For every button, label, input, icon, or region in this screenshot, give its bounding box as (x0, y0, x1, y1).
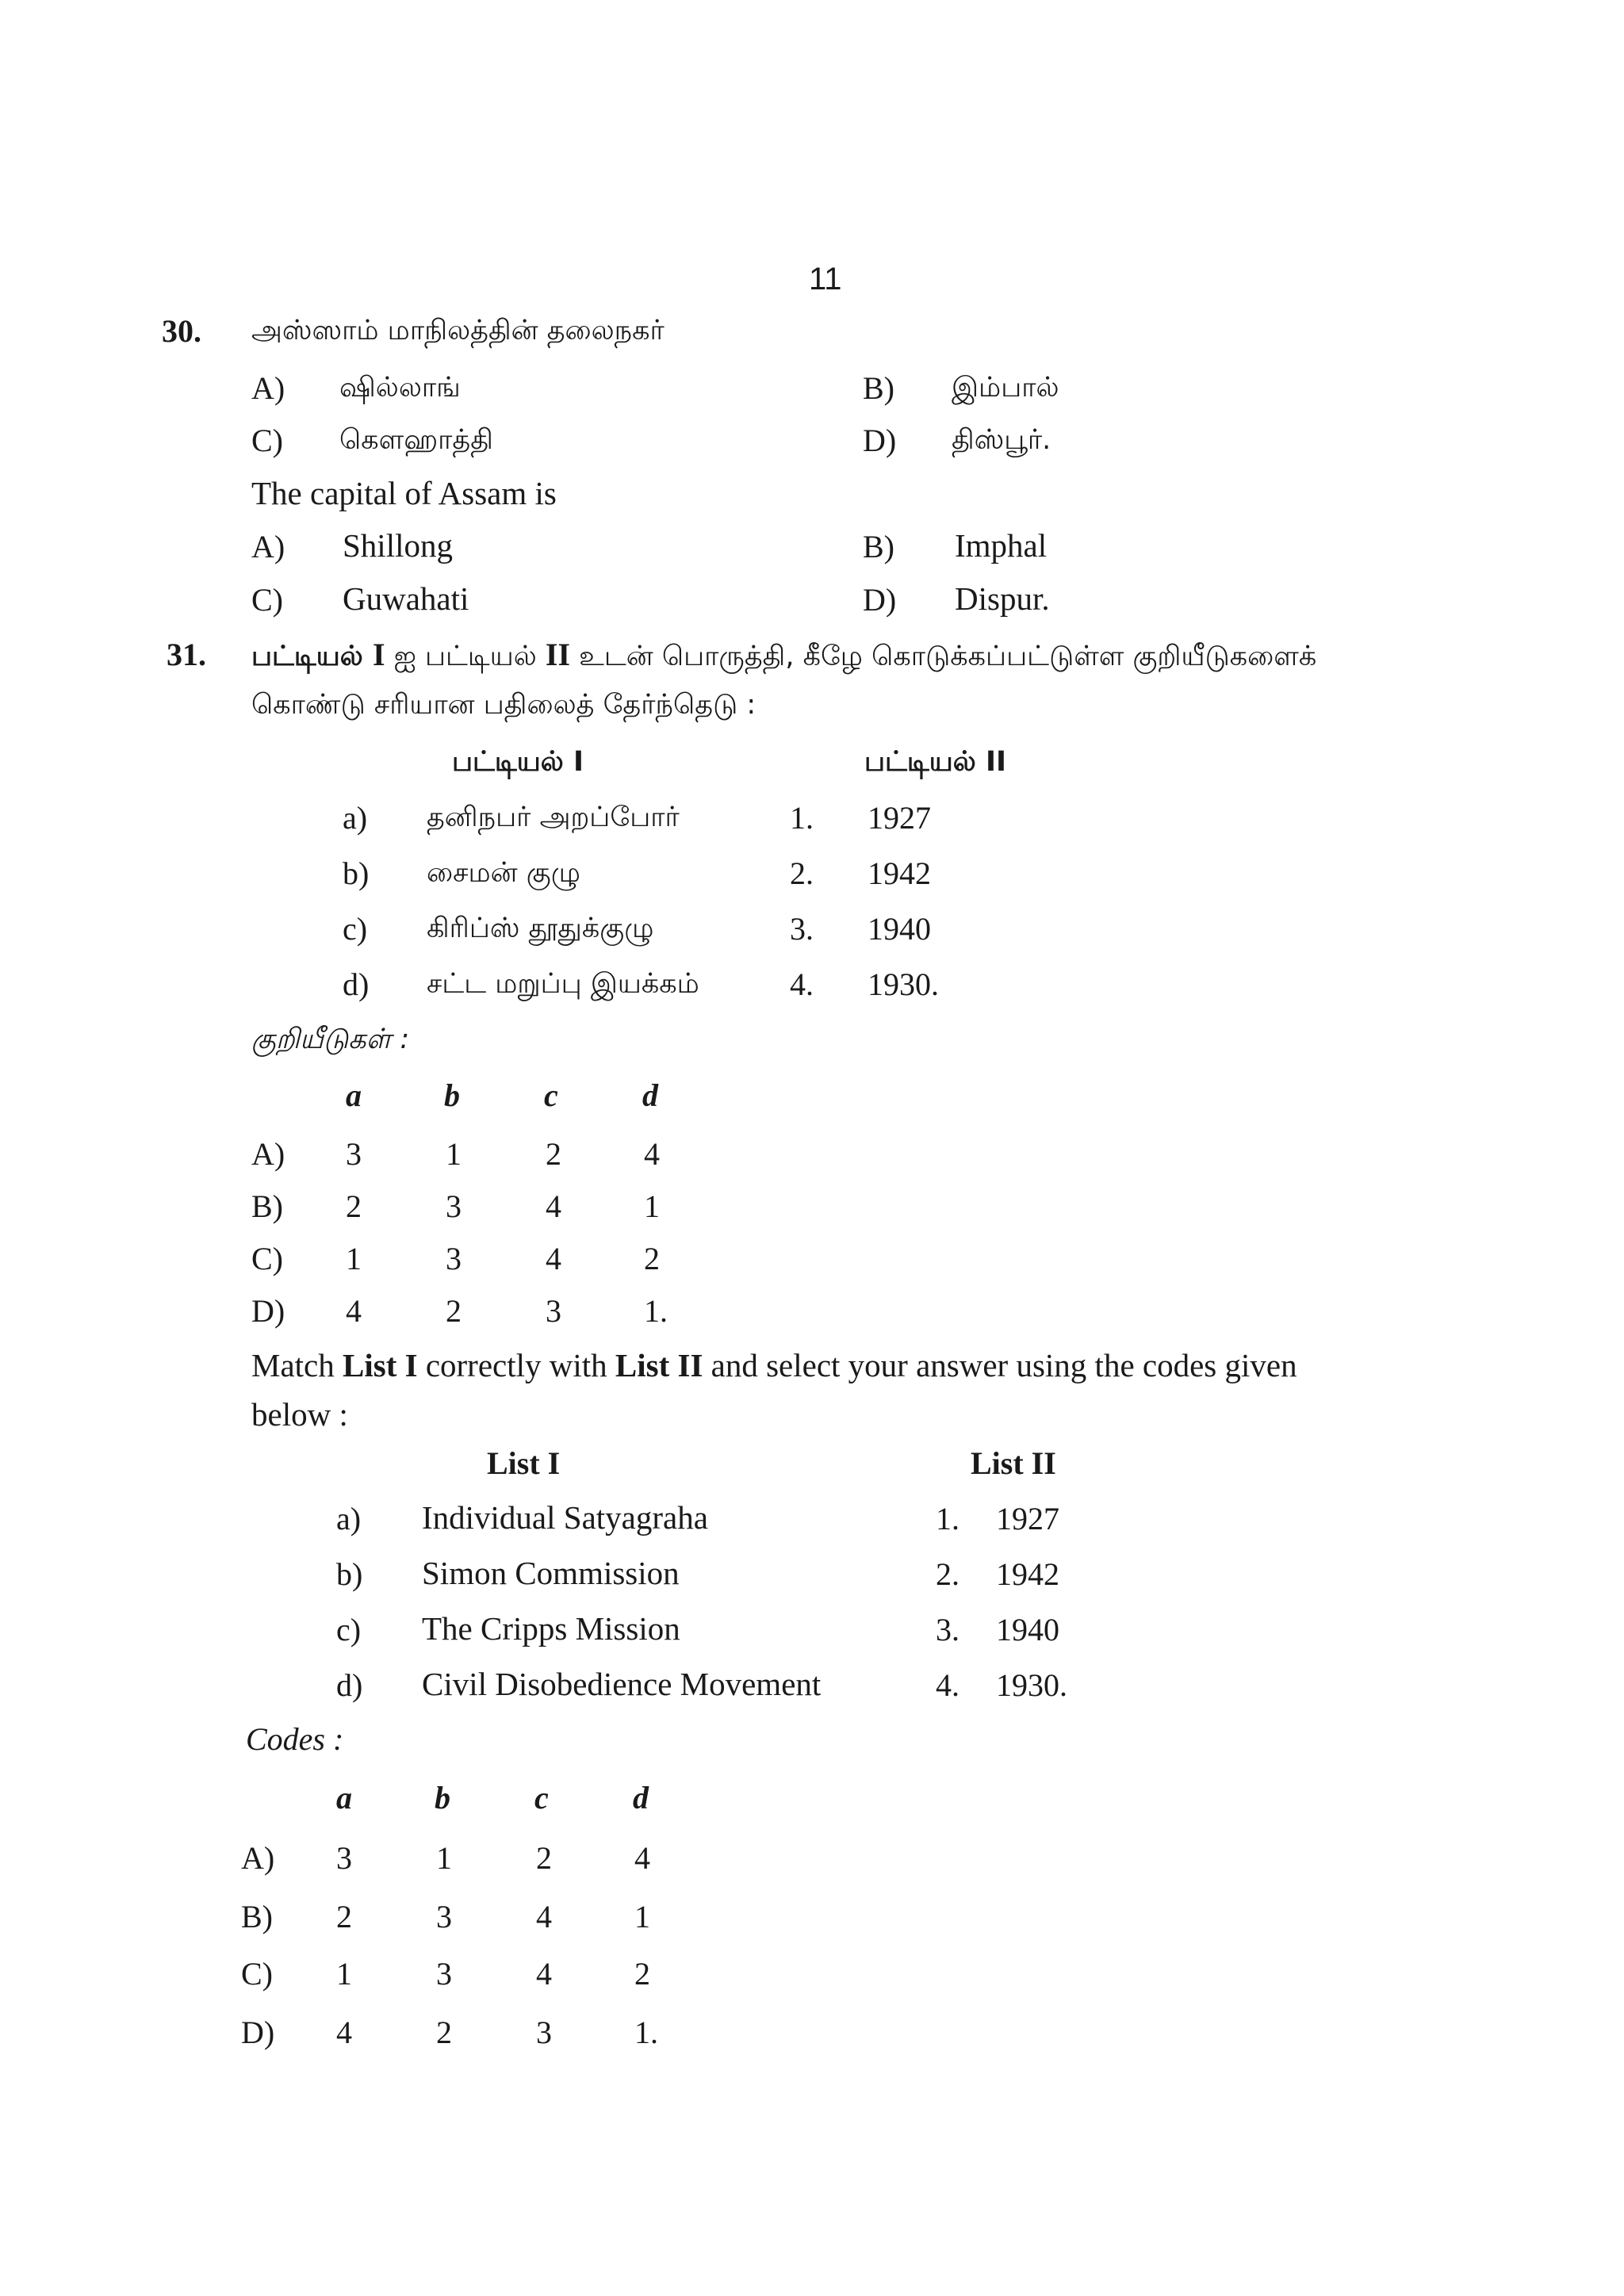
codes-ta-header-a: a (346, 1077, 362, 1113)
codes-en-row-a-label: A) (241, 1840, 275, 1876)
list-ta-item-c: கிரிப்ஸ் தூதுக்குழு (427, 913, 654, 944)
q30-option-b-text-ta: இம்பால் (952, 372, 1059, 404)
list-en-year-1: 1927 (996, 1501, 1059, 1536)
list-en-num-4: 4. (936, 1667, 959, 1703)
q30-option-c-text-ta: கௌஹாத்தி (339, 424, 493, 456)
codes-ta-row-b-d: 1 (644, 1188, 660, 1224)
list-en-num-2: 2. (936, 1556, 959, 1592)
list-ta-year-1: 1927 (868, 800, 931, 836)
page-number: 11 (809, 262, 842, 297)
list-ta-item-a: தனிநபர் அறப்போர் (427, 802, 680, 833)
codes-en-row-a-c: 2 (536, 1840, 552, 1876)
list-en-letter-c: c) (336, 1612, 362, 1647)
q31-ta-part3: உடன் பொருத்தி, கீழே கொடுக்கப்பட்டுள்ள குறியீடுகளைக் (570, 641, 1317, 672)
codes-en-row-b-label: B) (241, 1899, 273, 1934)
q30-option-d-text-en: Dispur. (955, 580, 1050, 617)
q30-option-c-text-en: Guwahati (343, 580, 469, 617)
list-ta-num-2: 2. (790, 855, 814, 891)
list-ta-year-4: 1930. (868, 966, 939, 1002)
codes-ta-row-b-label: B) (251, 1188, 283, 1224)
list1-header-en: List I (487, 1445, 561, 1481)
codes-ta-header-d: d (642, 1077, 658, 1113)
codes-en-header-a: a (336, 1780, 352, 1816)
list-ta-num-3: 3. (790, 911, 814, 947)
codes-ta-row-d-label: D) (251, 1293, 285, 1329)
codes-en-row-d-d: 1. (634, 2015, 658, 2050)
list-en-num-3: 3. (936, 1612, 959, 1647)
question-30-text-en: The capital of Assam is (251, 475, 557, 511)
codes-ta-row-a-d: 4 (644, 1136, 660, 1172)
codes-label-ta: குறியீடுகள் : (251, 1024, 410, 1055)
codes-en-row-b-b: 3 (436, 1899, 452, 1934)
codes-ta-row-b-c: 4 (546, 1188, 561, 1224)
q30-option-b-text-en: Imphal (955, 527, 1048, 564)
q30-option-a-text-en: Shillong (343, 527, 453, 564)
q30-option-d-text-ta: திஸ்பூர். (952, 424, 1051, 456)
q31-ta-list1: I (373, 637, 385, 672)
list-ta-num-4: 4. (790, 966, 814, 1002)
codes-en-row-c-c: 4 (536, 1956, 552, 1992)
codes-ta-row-d-c: 3 (546, 1293, 561, 1329)
list-ta-num-1: 1. (790, 800, 814, 836)
codes-en-row-d-b: 2 (436, 2015, 452, 2050)
q31-en-part2: correctly with (417, 1347, 615, 1383)
list-en-letter-b: b) (336, 1556, 363, 1592)
codes-en-row-b-d: 1 (634, 1899, 650, 1934)
question-31-text-en-line1 (251, 1349, 1297, 1382)
question-31-number: 31. (167, 637, 206, 672)
q30-option-d-label-ta: D) (863, 423, 897, 458)
codes-ta-row-d-a: 4 (346, 1293, 362, 1329)
list-en-year-3: 1940 (996, 1612, 1059, 1647)
codes-en-header-b: b (435, 1780, 450, 1816)
list-ta-item-b: சைமன் குழு (427, 857, 581, 889)
list-en-letter-d: d) (336, 1667, 363, 1703)
q30-option-c-label-ta: C) (251, 423, 283, 458)
list-ta-letter-b: b) (343, 855, 370, 891)
codes-ta-row-c-label: C) (251, 1241, 283, 1276)
list-en-item-a: Individual Satyagraha (422, 1499, 708, 1536)
list-ta-letter-d: d) (343, 966, 370, 1002)
codes-en-row-b-c: 4 (536, 1899, 552, 1934)
list-ta-item-d: சட்ட மறுப்பு இயக்கம் (427, 968, 699, 1000)
codes-ta-row-a-label: A) (251, 1136, 285, 1172)
codes-en-row-d-label: D) (241, 2015, 275, 2050)
codes-en-row-c-label: C) (241, 1956, 273, 1992)
list2-header-en: List II (971, 1445, 1056, 1481)
codes-en-row-c-a: 1 (336, 1956, 352, 1992)
codes-ta-header-b: b (444, 1077, 460, 1113)
codes-en-header-d: d (633, 1780, 649, 1816)
q30-option-b-label-ta: B) (863, 370, 894, 406)
list-en-item-c: The Cripps Mission (422, 1610, 680, 1647)
codes-ta-row-a-a: 3 (346, 1136, 362, 1172)
codes-en-row-d-c: 3 (536, 2015, 552, 2050)
list-en-year-4: 1930. (996, 1667, 1067, 1703)
codes-en-row-a-d: 4 (634, 1840, 650, 1876)
list-ta-year-2: 1942 (868, 855, 931, 891)
list-en-item-b: Simon Commission (422, 1555, 680, 1591)
codes-ta-header-c: c (544, 1077, 558, 1113)
question-31-text-ta-line1 (251, 639, 1316, 671)
codes-en-row-b-a: 2 (336, 1899, 352, 1934)
list-ta-letter-a: a) (343, 800, 368, 836)
question-31-text-en-line2: below : (251, 1396, 348, 1433)
q30-option-a-label-ta: A) (251, 370, 285, 406)
question-30-number: 30. (162, 313, 201, 349)
q31-ta-part1: பட்டியல் (251, 641, 373, 672)
codes-ta-row-d-d: 1. (644, 1293, 668, 1329)
list-ta-letter-c: c) (343, 911, 368, 947)
codes-ta-row-c-b: 3 (446, 1241, 462, 1276)
list1-header-ta: பட்டியல் I (452, 746, 584, 778)
codes-ta-row-c-d: 2 (644, 1241, 660, 1276)
q31-ta-part2: ஐ பட்டியல் (385, 641, 546, 672)
q30-option-d-label-en: D) (863, 582, 897, 618)
codes-label-en: Codes : (246, 1721, 344, 1757)
q31-en-part3: and select your answer using the codes given (703, 1347, 1297, 1383)
q30-option-b-label-en: B) (863, 529, 894, 564)
question-30-text-ta: அஸ்ஸாம் மாநிலத்தின் தலைநகர் (251, 315, 665, 346)
codes-ta-row-b-a: 2 (346, 1188, 362, 1224)
list-en-year-2: 1942 (996, 1556, 1059, 1592)
codes-en-row-c-b: 3 (436, 1956, 452, 1992)
codes-en-row-a-a: 3 (336, 1840, 352, 1876)
codes-en-row-a-b: 1 (436, 1840, 452, 1876)
codes-ta-row-a-c: 2 (546, 1136, 561, 1172)
codes-en-row-c-d: 2 (634, 1956, 650, 1992)
q31-en-list1: List I (343, 1347, 418, 1383)
list-en-letter-a: a) (336, 1501, 362, 1536)
codes-en-header-c: c (534, 1780, 549, 1816)
list-en-num-1: 1. (936, 1501, 959, 1536)
q30-option-a-label-en: A) (251, 529, 285, 564)
q31-en-list2: List II (615, 1347, 703, 1383)
codes-ta-row-b-b: 3 (446, 1188, 462, 1224)
list-ta-year-3: 1940 (868, 911, 931, 947)
list2-header-ta: பட்டியல் II (864, 746, 1007, 778)
q31-ta-list2: II (545, 637, 571, 672)
q30-option-a-text-ta: ஷில்லாங் (339, 372, 461, 404)
q31-en-part1: Match (251, 1347, 343, 1383)
list-en-item-d: Civil Disobedience Movement (422, 1666, 822, 1702)
codes-en-row-d-a: 4 (336, 2015, 352, 2050)
codes-ta-row-c-c: 4 (546, 1241, 561, 1276)
codes-ta-row-a-b: 1 (446, 1136, 462, 1172)
codes-ta-row-d-b: 2 (446, 1293, 462, 1329)
codes-ta-row-c-a: 1 (346, 1241, 362, 1276)
question-31-text-ta-line2: கொண்டு சரியான பதிலைத் தேர்ந்தெடு : (251, 689, 756, 721)
q30-option-c-label-en: C) (251, 582, 283, 618)
